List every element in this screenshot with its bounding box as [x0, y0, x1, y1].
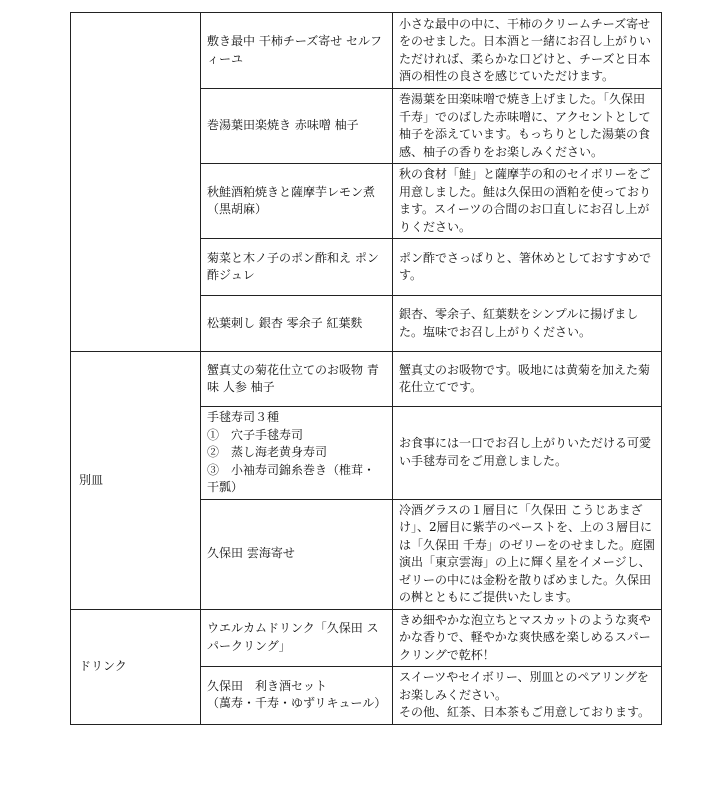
table-row	[71, 609, 662, 667]
item-name: 菊菜と木ノ子のポン酢和え ポン酢ジュレ	[201, 239, 393, 296]
item-description: 巻湯葉を田楽味噌で焼き上げました。「久保田 千寿」でのばした赤味噌に、アクセントとして柚子を添えています。もっちりとした湯葉の食感、柚子の香りをお楽しみください。	[393, 89, 662, 164]
item-description: スイーツやセイボリー、別皿とのペアリングをお楽しみください。 その他、紅茶、日本茶もご用意しております。	[393, 667, 662, 725]
item-description: 蟹真丈のお吸物です。吸地には黄菊を加えた菊花仕立てです。	[393, 352, 662, 407]
item-name: ウエルカムドリンク「久保田 スパークリング」	[201, 609, 393, 667]
table-row	[71, 352, 662, 407]
item-name: 松葉刺し 銀杏 零余子 紅葉麩	[201, 296, 393, 352]
item-name: 巻湯葉田楽焼き 赤味噌 柚子	[201, 89, 393, 164]
menu-table	[70, 12, 662, 725]
category-cell: 別皿	[71, 352, 201, 610]
item-description: お食事には一口でお召し上がりいただける可愛い手毬寿司をご用意しました。	[393, 407, 662, 500]
item-name: 敷き最中 干柿チーズ寄せ セルフィーユ	[201, 13, 393, 89]
table-row	[71, 13, 662, 89]
item-name: 手毬寿司３種 ① 穴子手毬寿司 ② 蒸し海老黄身寿司 ③ 小袖寿司錦糸巻き（椎茸・干瓢）	[201, 407, 393, 500]
item-description: 小さな最中の中に、干柿のクリームチーズ寄せをのせました。日本酒と一緒にお召し上がりいただければ、柔らかな口どけと、チーズと日本酒の相性の良さを感じていただけます。	[393, 13, 662, 89]
category-cell	[71, 13, 201, 352]
item-name: 久保田 利き酒セット （萬寿・千寿・ゆずリキュール）	[201, 667, 393, 725]
item-name: 久保田 雲海寄せ	[201, 499, 393, 609]
item-description: ポン酢でさっぱりと、箸休めとしておすすめです。	[393, 239, 662, 296]
item-description: 銀杏、零余子、紅葉麩をシンプルに揚げました。塩味でお召し上がりください。	[393, 296, 662, 352]
item-description: 秋の食材「鮭」と薩摩芋の和のセイボリーをご用意しました。鮭は久保田の酒粕を使っております。スイーツの合間のお口直しにお召し上がりください。	[393, 164, 662, 239]
item-description: 冷酒グラスの１層目に「久保田 こうじあまざけ」、2層目に紫芋のペーストを、上の３層目には「久保田 千寿」のゼリーをのせました。庭園演出「東京雲海」の上に輝く星をイメージし、ゼリーの中には金粉を散りばめました。久保田の桝とともにご提供いたします。	[393, 499, 662, 609]
item-description: きめ細やかな泡立ちとマスカットのような爽やかな香りで、軽やかな爽快感を楽しめるスパークリングで乾杯！	[393, 609, 662, 667]
item-name: 蟹真丈の菊花仕立てのお吸物 青味 人参 柚子	[201, 352, 393, 407]
item-name: 秋鮭酒粕焼きと薩摩芋レモン煮（黒胡麻）	[201, 164, 393, 239]
category-cell: ドリンク	[71, 609, 201, 724]
